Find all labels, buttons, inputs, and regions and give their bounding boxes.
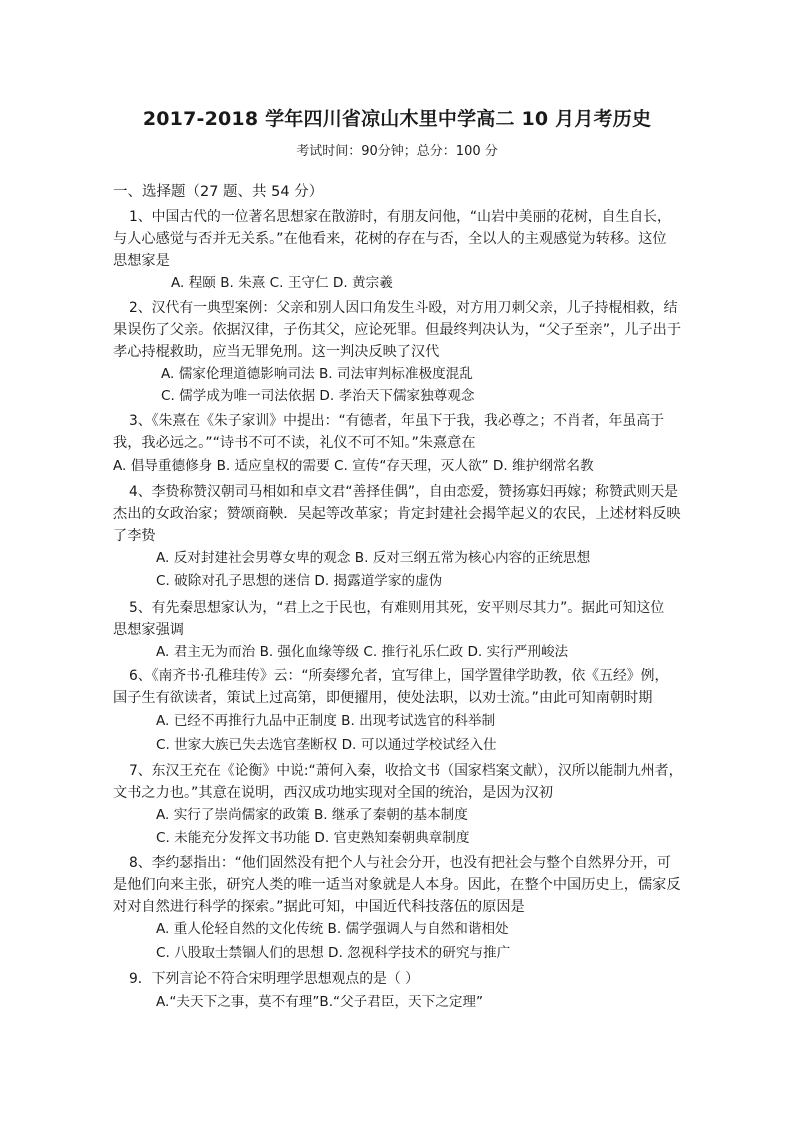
- exam-title: 2017-2018 学年四川省凉山木里中学高二 10 月月考历史: [142, 108, 652, 130]
- question-1-line-3: 思想家是: [113, 253, 170, 269]
- question-1-line-1: 1、中国古代的一位著名思想家在散游时，有朋友问他，“山岩中美丽的花树，自生自长，: [129, 209, 671, 225]
- question-8-line-1: 8、李约瑟指出：“他们固然没有把个人与社会分开，也没有把社会与整个自然界分开，可: [129, 855, 671, 871]
- question-2-options-row-1: A. 儒家伦理道德影响司法 B. 司法审判标准极度混乱: [161, 366, 473, 382]
- question-4-line-1: 4、李贽称赞汉朝司马相如和卓文君“善择佳偶”，自由恋爱，赞扬寡妇再嫁；称赞武则天是: [129, 484, 679, 500]
- question-7-line-1: 7、东汉王充在《论衡》中说:“萧何入秦，收拾文书（国家档案文献），汉所以能制九州者，: [129, 763, 683, 779]
- question-9-line-1: 9．下列言论不符合宋明理学思想观点的是（ ）: [129, 971, 419, 987]
- question-3-options: A. 倡导重德修身 B. 适应皇权的需要 C. 宣传“存天理，灭人欲” D. 维护纲常名教: [113, 458, 594, 474]
- question-7-options-row-1: A. 实行了崇尚儒家的政策 B. 继承了秦朝的基本制度: [156, 807, 468, 823]
- question-7-line-2: 文书之力也。”其意在说明，西汉成功地实现对全国的统治，是因为汉初: [113, 785, 554, 801]
- question-2-line-2: 果误伤了父亲。依据汉律，子伤其父，应论死罪。但最终判决认为，“父子至亲”，儿子出于: [113, 322, 682, 338]
- question-3-line-1: 3、《朱熹在《朱子家训》中提出：“有德者，年虽下于我，我必尊之；不肖者，年虽高于: [129, 413, 664, 429]
- question-9-options: A.“夫天下之事，莫不有理”B.“父子君臣，天下之定理”: [156, 994, 484, 1010]
- question-6-options-row-1: A. 已经不再推行九品中正制度 B. 出现考试选官的科举制: [156, 713, 496, 729]
- question-6-line-1: 6、《南齐书·孔稚珪传》云：“所奏缪允者，宜写律上，国学置律学助教，依《五经》例，: [129, 668, 669, 684]
- question-1-line-2: 与人心感觉与否并无关系。”在他看来，花树的存在与否，全以人的主观感觉为转移。这位: [113, 231, 667, 247]
- question-5-line-2: 思想家强调: [113, 622, 184, 638]
- question-8-options-row-2: C. 八股取士禁锢人们的思想 D. 忽视科学技术的研究与推广: [156, 945, 511, 961]
- question-3-line-2: 我，我必远之。”“诗书不可不读，礼仪不可不知。”朱熹意在: [113, 435, 476, 451]
- question-8-line-2: 是他们向来主张，研究人类的唯一适当对象就是人本身。因此，在整个中国历史上，儒家反: [113, 877, 681, 893]
- question-8-options-row-1: A. 重人伦轻自然的文化传统 B. 儒学强调人与自然和谐相处: [156, 921, 509, 937]
- question-4-line-2: 杰出的女政治家；赞颂商鞅．吴起等改革家；肯定封建社会揭竿起义的农民，上述材料反映: [113, 506, 681, 522]
- question-4-options-row-1: A. 反对封建社会男尊女卑的观念 B. 反对三纲五常为核心内容的正统思想: [156, 550, 591, 566]
- question-6-line-2: 国子生有欲读者，策试上过高第，即便擢用，使处法职，以劝士流。”由此可知南朝时期: [113, 690, 653, 706]
- question-2-line-3: 孝心持棍救助，应当无罪免刑。这一判决反映了汉代: [113, 344, 440, 360]
- section-heading: 一、选择题（27 题、共 54 分）: [113, 184, 324, 200]
- question-2-line-1: 2、汉代有一典型案例：父亲和别人因口角发生斗殴，对方用刀刺父亲，儿子持棍相救，结: [129, 300, 678, 316]
- question-8-line-3: 对对自然进行科学的探索。”据此可知，中国近代科技落伍的原因是: [113, 899, 525, 915]
- question-6-options-row-2: C. 世家大族已失去选官垄断权 D. 可以通过学校试经入仕: [156, 737, 497, 753]
- question-1-options: A. 程颐 B. 朱熹 C. 王守仁 D. 黄宗羲: [171, 275, 393, 291]
- question-5-options: A. 君主无为而治 B. 强化血缘等级 C. 推行礼乐仁政 D. 实行严刑峻法: [156, 644, 569, 660]
- question-4-options-row-2: C. 破除对孔子思想的迷信 D. 揭露道学家的虚伪: [156, 573, 443, 589]
- exam-info: 考试时间：90分钟；总分：100 分: [296, 144, 498, 159]
- question-5-line-1: 5、有先秦思想家认为，“君上之于民也，有难则用其死，安平则尽其力”。据此可知这位: [129, 600, 665, 616]
- question-2-options-row-2: C. 儒学成为唯一司法依据 D. 孝治天下儒家独尊观念: [161, 388, 475, 404]
- question-4-line-3: 了李贽: [113, 528, 156, 544]
- question-7-options-row-2: C. 未能充分发挥文书功能 D. 官吏熟知秦朝典章制度: [156, 830, 470, 846]
